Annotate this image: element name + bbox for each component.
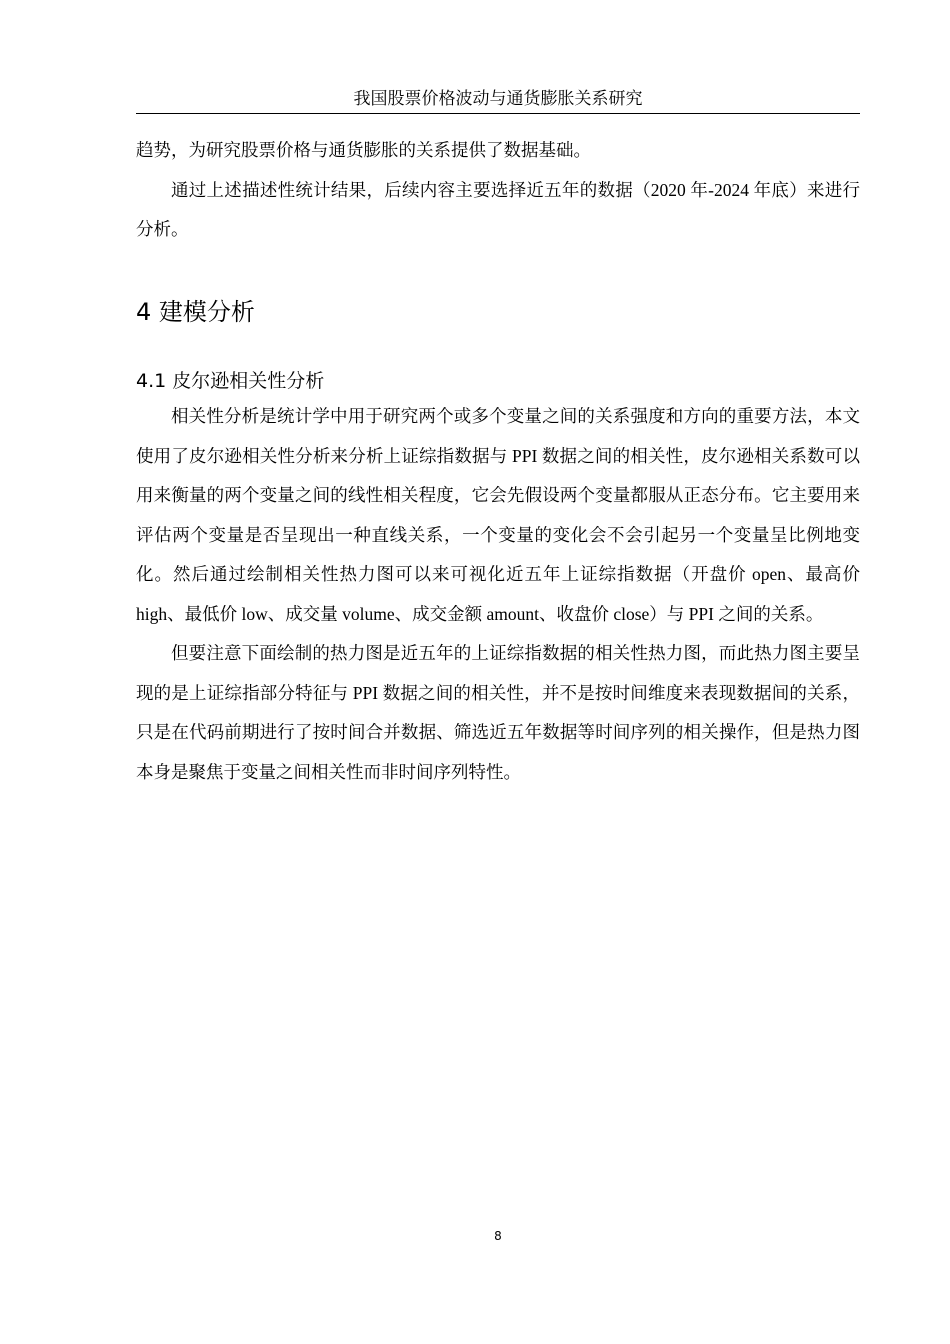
subsection-heading: 4.1 皮尔逊相关性分析 [136,370,325,392]
section-heading: 4 建模分析 [136,298,255,326]
paragraph-pearson-method: 相关性分析是统计学中用于研究两个或多个变量之间的关系强度和方向的重要方法，本文使用了皮尔逊相关性分析来分析上证综指数据与 PPI 数据之间的相关性，皮尔逊相关系数可以用来衡量的两个变量之间的线性相关程度，它会先假设两个变量都服从正态分布。它主要用来评估两个变量是否呈现出一种直线关系，一个变量的变化会不会引起另一个变量呈比例地变化。然后通过绘制相关性热力图可以来可视化近五年上证综指数据（开盘价 open、最高价 high、最低价 low、成交量 volume、成交金额 amount、收盘价 close）与 PPI 之间的关系。 [136,406,860,624]
paragraph-data-selection: 通过上述描述性统计结果，后续内容主要选择近五年的数据（2020 年-2024 年底）来进行分析。 [136,179,860,239]
paragraph-continuation: 趋势，为研究股票价格与通货膨胀的关系提供了数据基础。 [136,140,591,160]
running-header: 我国股票价格波动与通货膨胀关系研究 [136,88,860,114]
paragraph-heatmap-note: 但要注意下面绘制的热力图是近五年的上证综指数据的相关性热力图，而此热力图主要呈现的是上证综指部分特征与 PPI 数据之间的相关性，并不是按时间维度来表现数据间的关系，只是在代码前期进行了按时间合并数据、筛选近五年数据等时间序列的相关操作，但是热力图本身是聚焦于变量之间相关性而非时间序列特性。 [136,643,860,782]
page-number: 8 [494,1229,502,1243]
intro-text-block [136,131,860,250]
subsection-text-block [136,397,860,792]
